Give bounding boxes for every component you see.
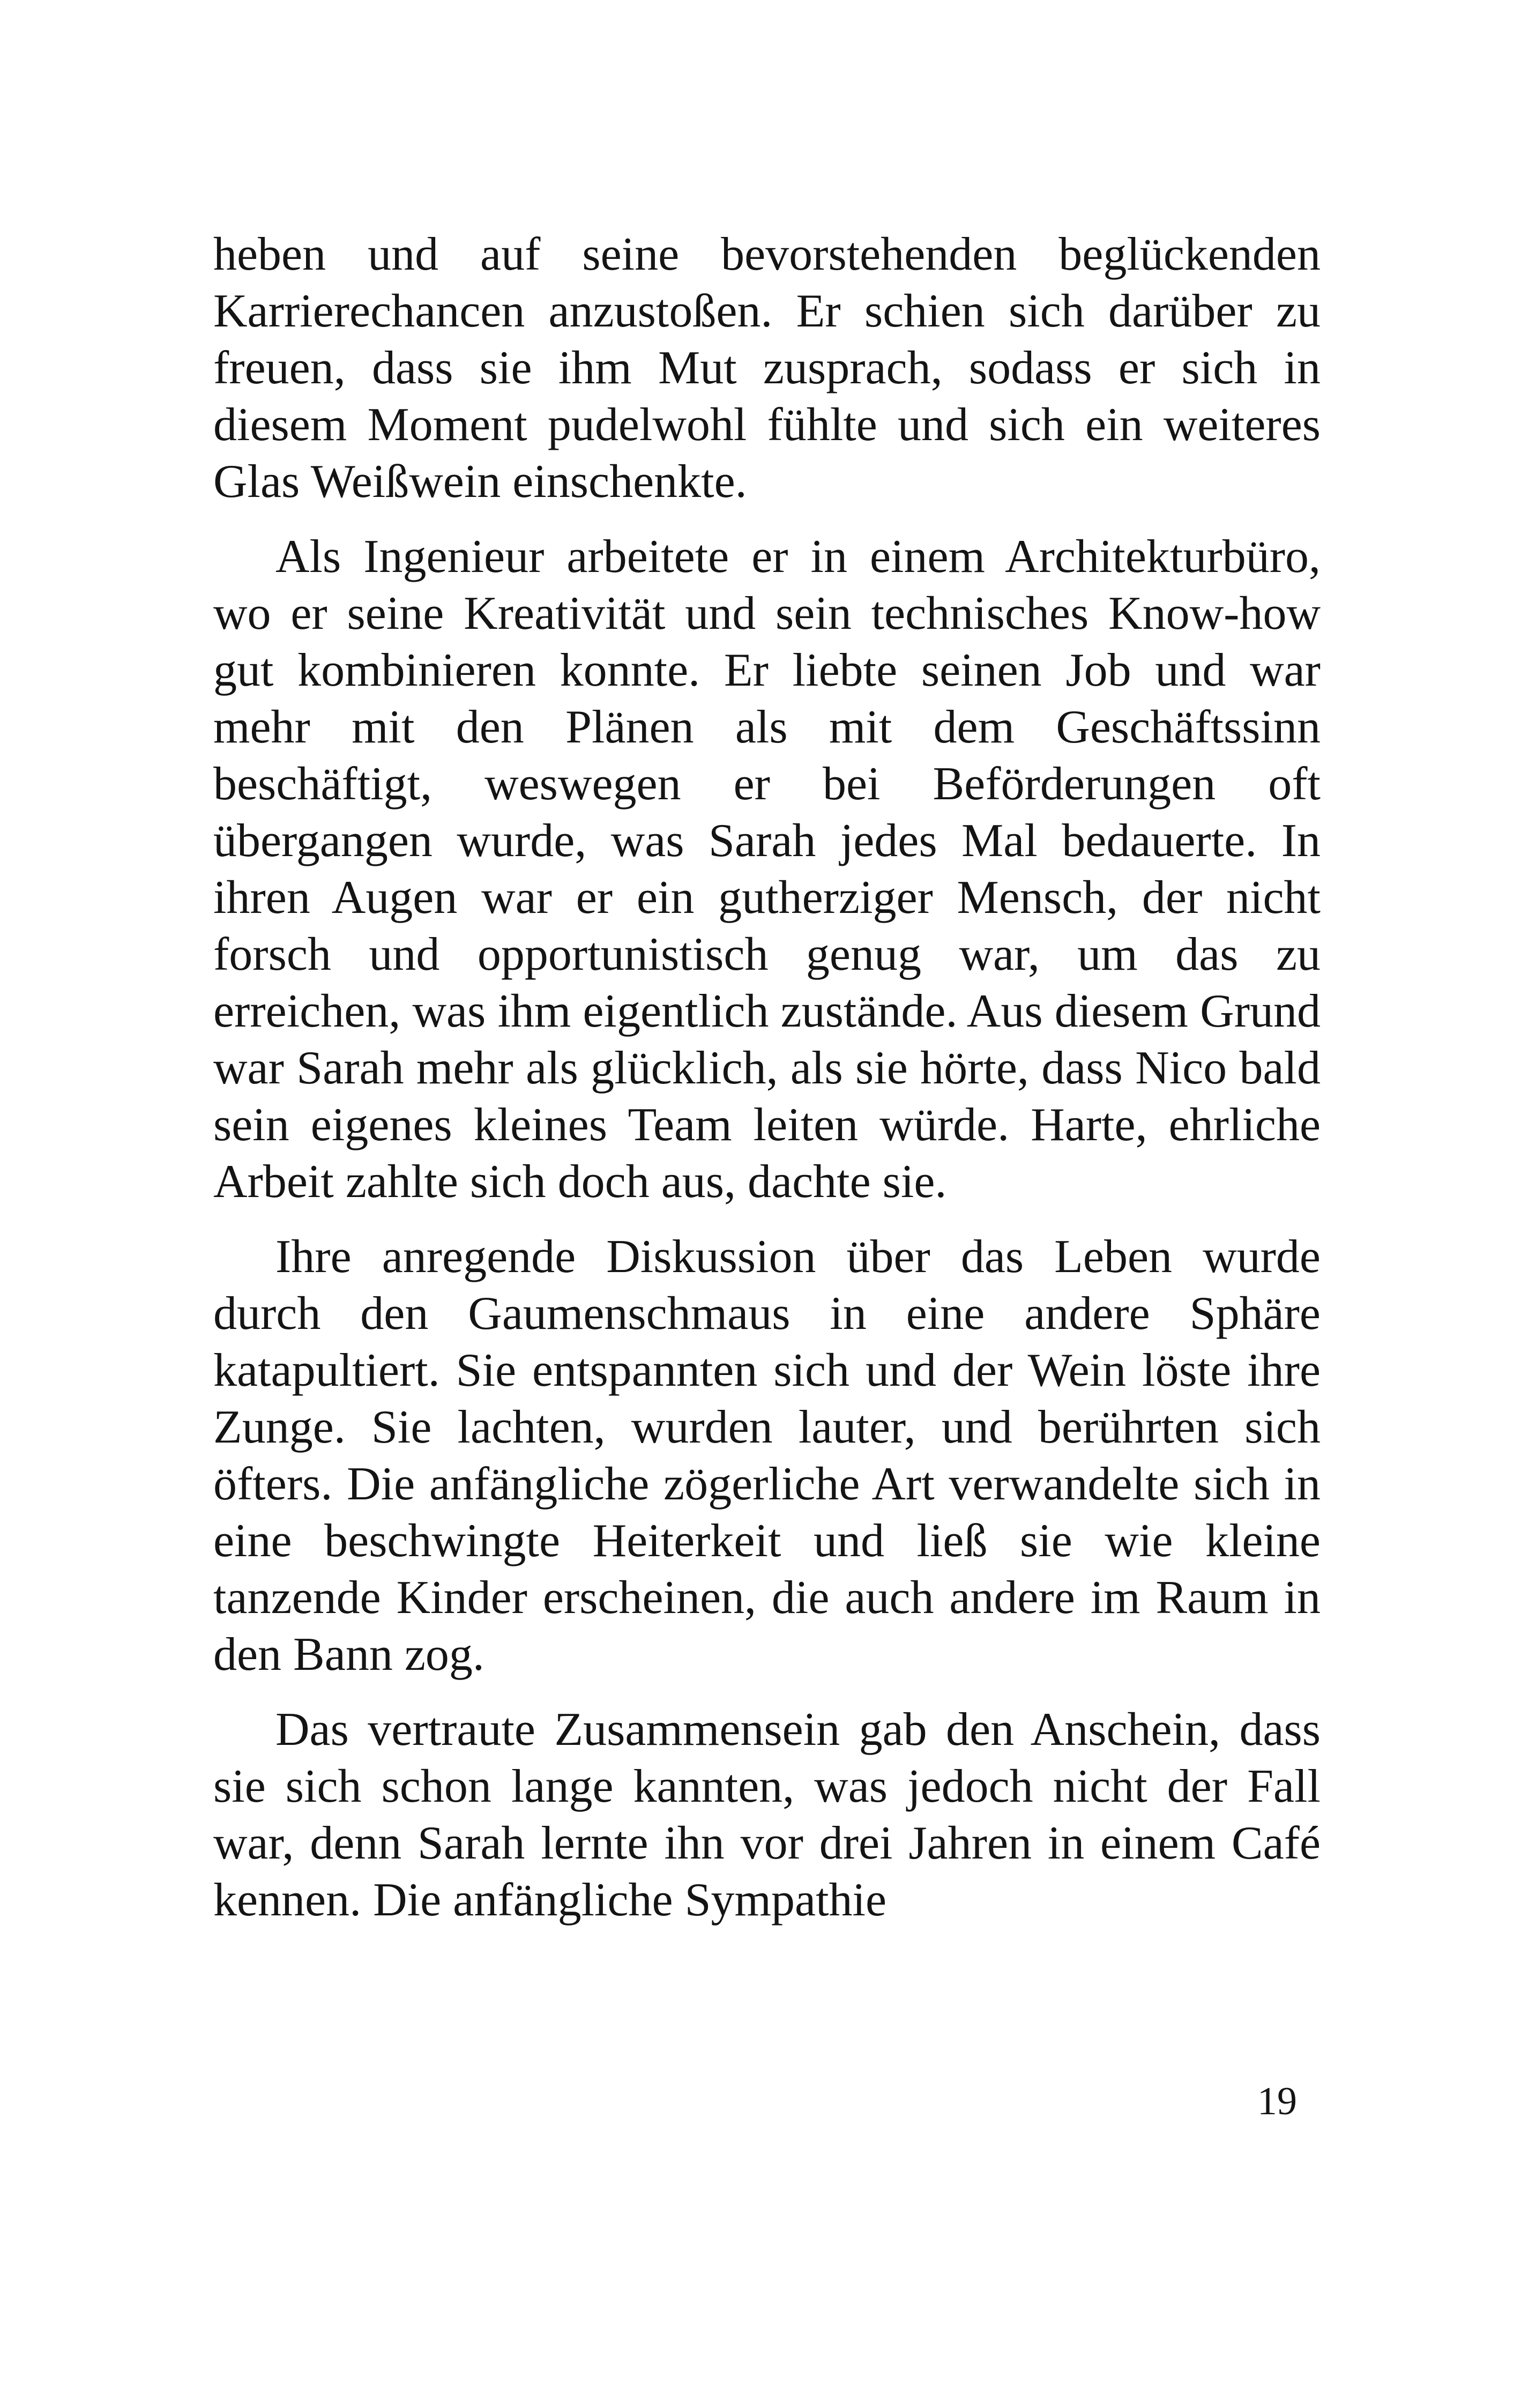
paragraph-2: Als Ingenieur arbeitete er in einem Architekturbüro, wo er seine Kreativität und sein technisches Know-how gut kombinieren konnte. Er liebte seinen Job und war mehr mit den Plänen als mit dem Geschäftssinn beschäftigt, weswegen er bei Beförderungen oft übergangen wurde, was Sarah jedes Mal bedauerte. In ihren Augen war er ein gutherziger Mensch, der nicht forsch und opportunistisch genug war, um das zu erreichen, was ihm eigentlich zustände. Aus diesem Grund war Sarah mehr als glücklich, als sie hörte, dass Nico bald sein eigenes kleines Team leiten würde. Harte, ehrliche Arbeit zahlte sich doch aus, dachte sie.: [213, 531, 1321, 1208]
paragraph-1: heben und auf seine bevorstehenden beglückenden Karrierechancen anzustoßen. Er schien sich darüber zu freuen, dass sie ihm Mut zusprach, sodass er sich in diesem Moment pudelwohl fühlte und sich ein weiteres Glas Weißwein einschenkte.: [213, 228, 1321, 508]
page-number: 19: [1257, 2079, 1297, 2123]
paragraph-4: Das vertraute Zusammensein gab den Anschein, dass sie sich schon lange kannten, was jedoch nicht der Fall war, denn Sarah lernte ihn vor drei Jahren in einem Café kennen. Die anfängliche Sympathie: [213, 1704, 1321, 1926]
paragraph-3: Ihre anregende Diskussion über das Leben wurde durch den Gaumenschmaus in eine andere Sphäre katapultiert. Sie entspannten sich und der Wein löste ihre Zunge. Sie lachten, wurden lauter, und berührten sich öfters. Die anfängliche zögerliche Art verwandelte sich in eine beschwingte Heiterkeit und ließ sie wie kleine tanzende Kinder erscheinen, die auch andere im Raum in den Bann zog.: [213, 1231, 1321, 1681]
body-text: [213, 226, 1321, 1947]
